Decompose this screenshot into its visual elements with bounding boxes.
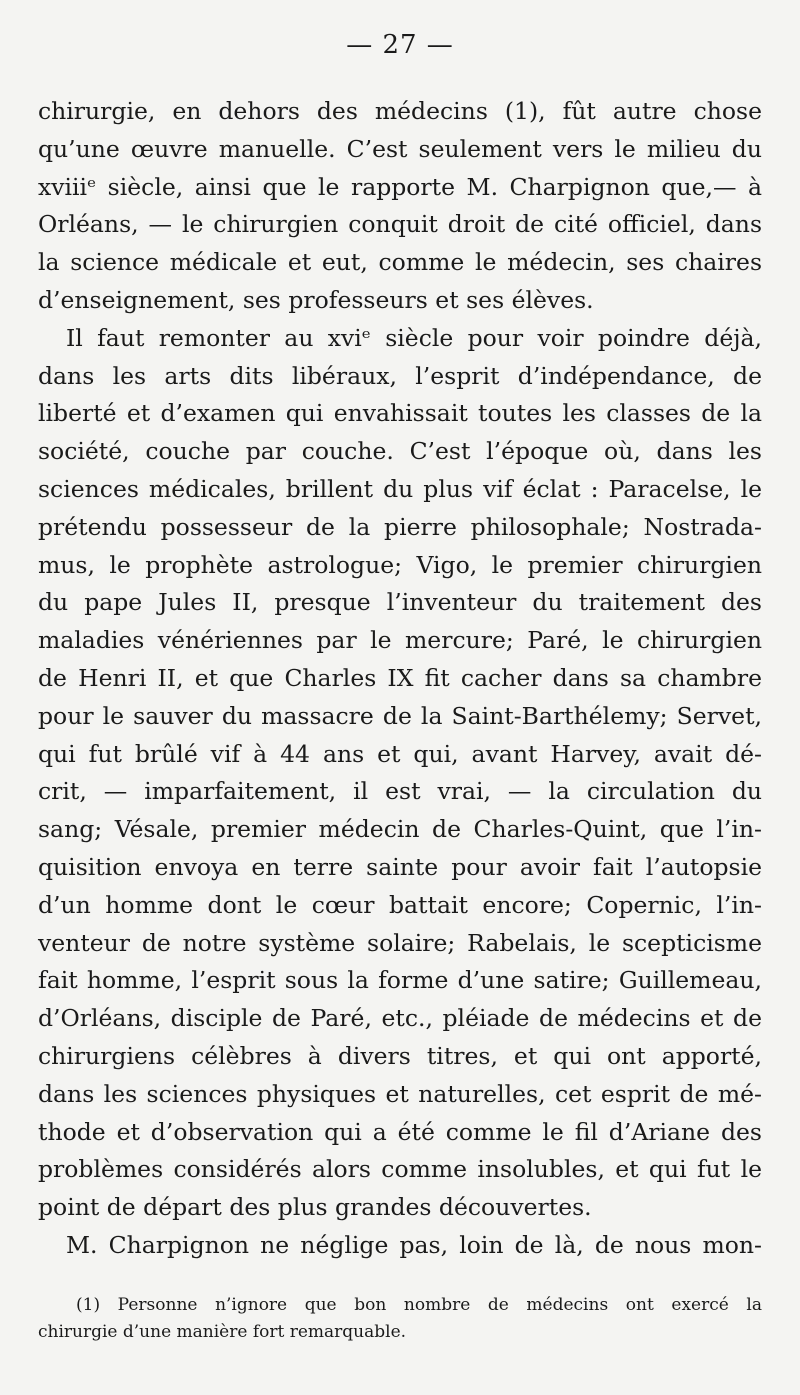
text-line: d’enseignement, ses professeurs et ses élèves. [38,285,594,314]
text-line: qu’une œuvre manuelle. C’est seulement vers le milieu du [38,134,762,163]
text-line: qui fut brûlé vif à 44 ans et qui, avant Harvey, avait dé- [38,739,762,768]
text-line: point de départ des plus grandes découvertes. [38,1193,592,1222]
text-line: d’un homme dont le cœur battait encore; Copernic, l’in- [38,890,762,919]
text-line: chirurgie, en dehors des médecins (1), fût autre chose [38,97,762,125]
text-line: du pape Jules II, presque l’inventeur du traitement des [38,588,762,617]
text-line: problèmes considérés alors comme insolubles, et qui fut le [38,1155,762,1184]
text-line: thode et d’observation qui a été comme le fil d’Ariane des [38,1117,762,1146]
text-line: chirurgiens célèbres à divers titres, et qui ont apporté, [38,1041,762,1070]
text-line: de Henri II, et que Charles IX fit cacher dans sa chambre [38,663,762,692]
text-line: sang; Vésale, premier médecin de Charles-Quint, que l’in- [38,815,762,844]
text-line: prétendu possesseur de la pierre philosophale; Nostrada- [38,512,762,541]
text-line: d’Orléans, disciple de Paré, etc., pléiade de médecins et de [38,1004,762,1033]
text-line: quisition envoya en terre sainte pour avoir fait l’autopsie [38,852,762,881]
body-text [38,93,762,1265]
footnote-line: chirurgie d’une manière fort remarquable. [38,1322,407,1342]
footnote [38,1292,762,1346]
text-line: Orléans, — le chirurgien conquit droit de cité officiel, dans [38,210,762,239]
text-line: société, couche par couche. C’est l’époque où, dans les [38,437,762,466]
text-line: la science médicale et eut, comme le médecin, ses chaires [38,248,762,277]
text-line: Il faut remonter au xviᵉ siècle pour voir poindre déjà, [66,323,762,352]
text-line: maladies vénériennes par le mercure; Paré, le chirurgien [38,626,762,655]
text-line: liberté et d’examen qui envahissait toutes les classes de la [38,399,762,428]
text-line: crit, — imparfaitement, il est vrai, — la circulation du [38,777,762,806]
text-line: sciences médicales, brillent du plus vif éclat : Paracelse, le [38,474,762,503]
text-line: dans les arts dits libéraux, l’esprit d’indépendance, de [38,361,762,390]
text-line: mus, le prophète astrologue; Vigo, le premier chirurgien [38,550,762,579]
text-line: fait homme, l’esprit sous la forme d’une satire; Guillemeau, [38,966,762,995]
page-number: — 27 — [346,30,454,60]
text-line: venteur de notre système solaire; Rabelais, le scepticisme [38,928,762,957]
text-line: pour le sauver du massacre de la Saint-Barthélemy; Servet, [38,701,762,730]
text-line: dans les sciences physiques et naturelles, cet esprit de mé- [38,1079,762,1108]
text-line: M. Charpignon ne néglige pas, loin de là, de nous mon- [66,1230,762,1259]
footnote-line: (1) Personne n’ignore que bon nombre de médecins ont exercé la [76,1295,762,1315]
text-line: xviiiᵉ siècle, ainsi que le rapporte M. Charpignon que,— à [38,172,762,201]
